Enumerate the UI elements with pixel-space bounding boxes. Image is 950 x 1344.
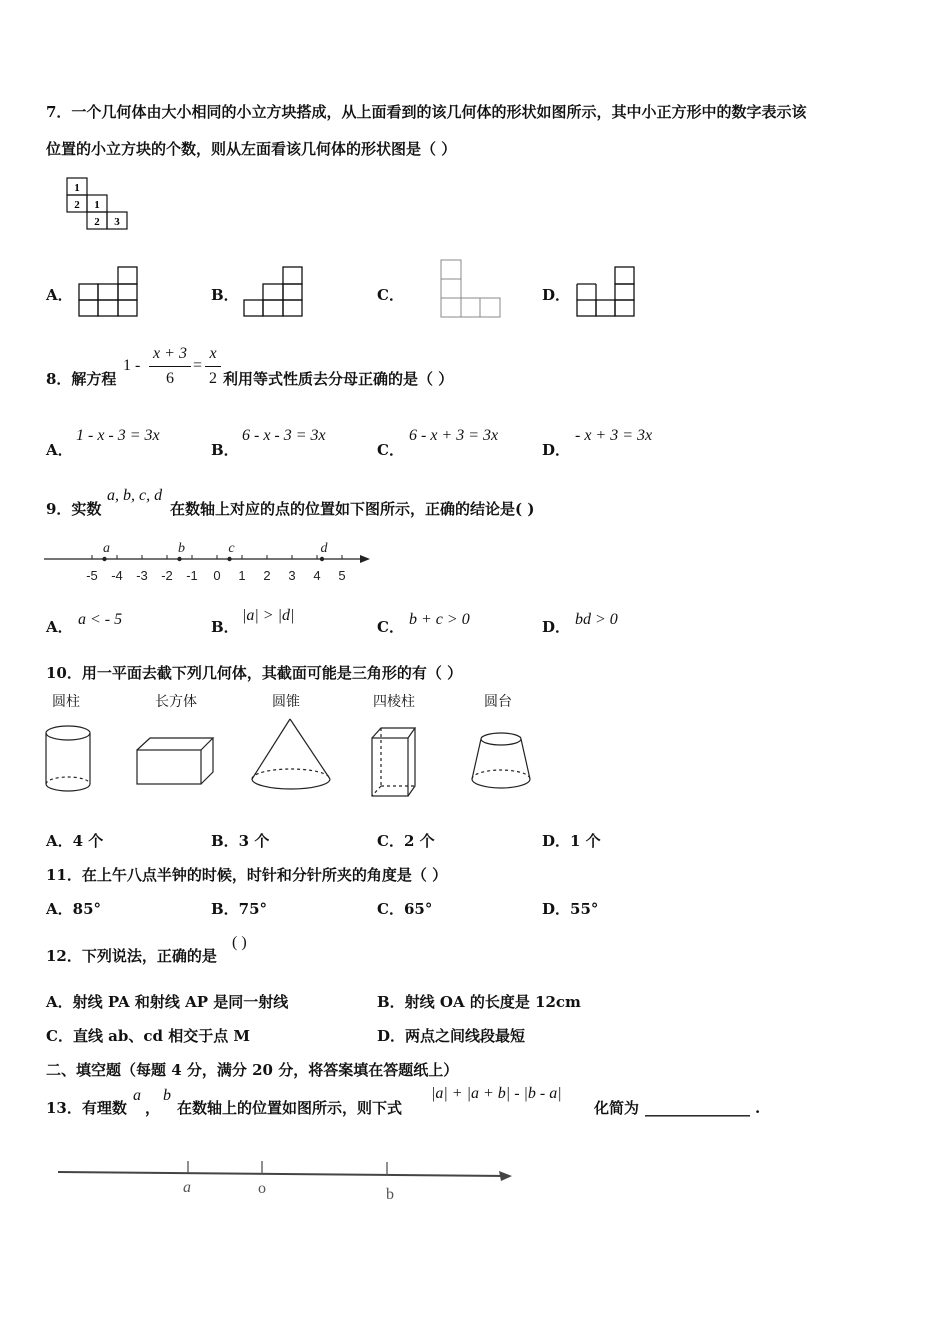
q13-suffix: 化简为 [594, 1099, 640, 1117]
q8-suffix: 利用等式性质去分母正确的是（ ） [223, 370, 454, 388]
q7-option-b-figure[interactable] [243, 266, 303, 318]
q11-text: 11．在上午八点半钟的时候，时针和分针所夹的角度是（ ） [46, 866, 448, 884]
q8-option-b-label[interactable]: B． [211, 441, 239, 459]
shape-label-frustum: 圆台 [484, 694, 512, 710]
q8-frac1-num: x + 3 [153, 345, 187, 362]
point-a [102, 557, 106, 561]
q9-option-b-expr[interactable]: |a| > |d| [242, 607, 295, 624]
section2-title: 二、填空题（每题 4 分，满分 20 分，将答案填在答题纸上） [46, 1061, 459, 1079]
q9-number-line [44, 538, 374, 586]
q9-prefix: 9．实数 [46, 500, 102, 518]
q13-var-a: a [133, 1087, 141, 1104]
axis-arrow [360, 555, 370, 563]
q10-option-d[interactable]: D．1 个 [542, 832, 601, 850]
q8-option-c-label[interactable]: C． [377, 441, 404, 459]
grid-number: 1 [94, 199, 100, 211]
q9-option-d-expr[interactable]: bd > 0 [575, 611, 618, 628]
q8-frac2-bar [205, 366, 221, 367]
q11-option-c[interactable]: C．65° [377, 900, 433, 918]
grid-number: 2 [74, 199, 80, 211]
q7-option-d-label[interactable]: D． [542, 286, 571, 304]
q8-option-a-expr[interactable]: 1 - x - 3 = 3x [76, 427, 160, 444]
q12-paren: ( ) [232, 934, 247, 951]
q12-option-c[interactable]: C．直线 ab、cd 相交于点 M [46, 1027, 251, 1045]
shape-label-cuboid: 长方体 [155, 694, 197, 710]
axis-tick-label: -2 [161, 568, 173, 583]
axis-label-o: o [258, 1180, 266, 1197]
point-label-c: c [228, 541, 235, 556]
point-d [320, 557, 324, 561]
q12-option-b[interactable]: B．射线 OA 的长度是 12cm [377, 993, 581, 1011]
q9-suffix: 在数轴上对应的点的位置如下图所示，正确的结论是( ) [170, 500, 535, 518]
point-b [177, 557, 181, 561]
q13-expression: |a| + |a + b| - |b - a| [431, 1085, 562, 1102]
q7-option-a-label[interactable]: A． [46, 286, 73, 304]
shape-label-cone: 圆锥 [272, 694, 300, 710]
q13-middle: 在数轴上的位置如图所示，则下式 [177, 1099, 403, 1117]
point-label-b: b [178, 541, 185, 556]
q8-frac1-bar [149, 366, 191, 367]
q8-option-d-expr[interactable]: - x + 3 = 3x [575, 427, 653, 444]
cuboid-figure [136, 737, 216, 787]
q7-top-view-grid [66, 177, 128, 231]
prism-figure [369, 726, 419, 798]
q8-frac2-num: x [209, 345, 217, 362]
q13-answer-blank[interactable]: ______________ [645, 1099, 750, 1117]
point-label-d: d [320, 541, 328, 556]
q13-period: . [755, 1099, 761, 1117]
q8-option-b-expr[interactable]: 6 - x - 3 = 3x [242, 427, 326, 444]
q9-option-b-label[interactable]: B． [211, 618, 239, 636]
q9-option-c-label[interactable]: C． [377, 618, 404, 636]
point-label-a: a [103, 541, 110, 556]
grid-number: 3 [114, 216, 120, 228]
shape-label-cylinder: 圆柱 [52, 694, 80, 710]
frustum-figure [469, 731, 533, 795]
q12-option-d[interactable]: D．两点之间线段最短 [377, 1027, 526, 1045]
q9-vars: a, b, c, d [107, 487, 163, 504]
q7-option-c-label[interactable]: C． [377, 286, 404, 304]
q11-option-d[interactable]: D．55° [542, 900, 599, 918]
axis-tick-label: -5 [86, 568, 98, 583]
q7-option-a-figure[interactable] [78, 266, 138, 318]
q8-option-c-expr[interactable]: 6 - x + 3 = 3x [409, 427, 499, 444]
cylinder-figure [44, 724, 94, 794]
axis-tick-label: 4 [313, 568, 321, 583]
q8-frac1-den: 6 [166, 370, 174, 387]
point-c [227, 557, 231, 561]
q8-eq-left: 1 - [123, 357, 141, 374]
q7-option-b-label[interactable]: B． [211, 286, 239, 304]
q9-option-a-expr[interactable]: a < - 5 [78, 611, 123, 628]
q11-option-a[interactable]: A．85° [46, 900, 102, 918]
q8-frac2-den: 2 [209, 370, 217, 387]
axis-tick-label: -3 [136, 568, 148, 583]
q8-prefix: 8．解方程 [46, 370, 117, 388]
q7-text-line1: 7．一个几何体由大小相同的小立方块搭成，从上面看到的该几何体的形状如图所示，其中小正方形中的数字表示该 [46, 103, 807, 121]
q10-option-b[interactable]: B．3 个 [211, 832, 270, 850]
q13-number-line [57, 1156, 517, 1204]
q8-option-a-label[interactable]: A． [46, 441, 73, 459]
axis-tick-label: 2 [263, 568, 271, 583]
q12-option-a[interactable]: A．射线 PA 和射线 AP 是同一射线 [46, 993, 289, 1011]
axis-label-b: b [386, 1186, 394, 1203]
axis-tick-label: 0 [213, 568, 221, 583]
q7-option-d-figure[interactable] [576, 266, 636, 318]
grid-number: 1 [74, 182, 80, 194]
q8-eq-sign: = [193, 357, 203, 374]
q9-option-c-expr[interactable]: b + c > 0 [409, 611, 470, 628]
q11-option-b[interactable]: B．75° [211, 900, 268, 918]
axis-label-a: a [183, 1179, 191, 1196]
q13-prefix: 13．有理数 [46, 1099, 127, 1117]
q7-option-c-figure[interactable] [440, 259, 502, 319]
axis-tick-label: -1 [186, 568, 198, 583]
q9-option-d-label[interactable]: D． [542, 618, 571, 636]
q13-comma: ， [145, 1099, 161, 1117]
q10-option-c[interactable]: C．2 个 [377, 832, 435, 850]
q8-option-d-label[interactable]: D． [542, 441, 571, 459]
q10-option-a[interactable]: A．4 个 [46, 832, 104, 850]
q10-text: 10．用一平面去截下列几何体，其截面可能是三角形的有（ ） [46, 664, 463, 682]
q9-option-a-label[interactable]: A． [46, 618, 73, 636]
axis-tick-label: 1 [238, 568, 246, 583]
q7-text-line2: 位置的小立方块的个数，则从左面看该几何体的形状图是（ ） [46, 140, 457, 158]
axis-tick-label: 5 [338, 568, 346, 583]
shape-label-prism: 四棱柱 [373, 694, 415, 710]
axis-tick-label: 3 [288, 568, 296, 583]
grid-number: 2 [94, 216, 100, 228]
axis-tick-label: -4 [111, 568, 123, 583]
cone-figure [249, 717, 333, 793]
q12-text: 12．下列说法，正确的是 [46, 947, 217, 965]
q13-var-b: b [163, 1087, 171, 1104]
